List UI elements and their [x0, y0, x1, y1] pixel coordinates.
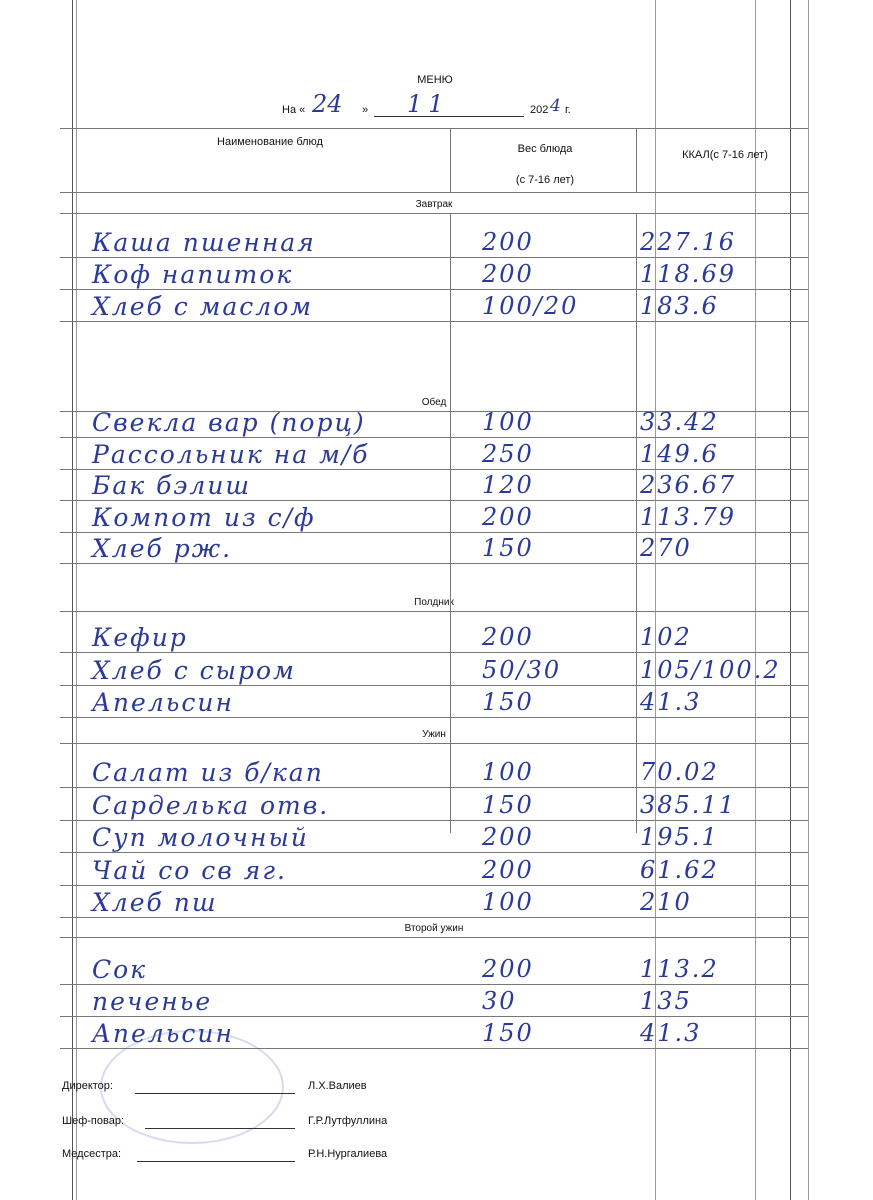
row-rule — [60, 500, 808, 501]
kcal-cell: 118.69 — [640, 260, 736, 288]
menu-row — [0, 688, 873, 718]
kcal-cell: 236.67 — [640, 471, 736, 499]
dish-cell: Хлеб пш — [92, 888, 218, 917]
date-year-prefix: 202 — [530, 104, 549, 116]
row-rule — [60, 917, 808, 918]
weight-cell: 200 — [482, 228, 534, 256]
signature-role: Медсестра: — [62, 1148, 122, 1160]
menu-row — [0, 228, 873, 258]
menu-row — [0, 260, 873, 290]
menu-row — [0, 623, 873, 653]
row-rule — [60, 717, 808, 718]
menu-row — [0, 471, 873, 501]
row-rule — [60, 563, 808, 564]
kcal-cell: 33.42 — [640, 408, 719, 436]
kcal-cell: 105/100.2 — [640, 655, 781, 684]
menu-row — [0, 987, 873, 1017]
dish-cell: Рассольник на м/б — [92, 439, 370, 469]
menu-row — [0, 856, 873, 886]
kcal-cell: 113.2 — [640, 955, 719, 983]
weight-cell: 200 — [482, 260, 534, 288]
weight-cell: 120 — [482, 471, 534, 499]
kcal-cell: 113.79 — [640, 502, 736, 531]
weight-cell: 200 — [482, 823, 534, 851]
dish-cell: Суп молочный — [92, 823, 309, 852]
section-heading: Полдник — [414, 597, 454, 608]
row-rule — [60, 289, 808, 290]
weight-cell: 100/20 — [482, 292, 579, 320]
stamp — [100, 1030, 284, 1144]
date-line — [282, 90, 602, 120]
menu-row — [0, 823, 873, 853]
kcal-cell: 41.3 — [640, 688, 702, 716]
dish-cell: Хлеб с маслом — [92, 292, 313, 321]
weight-cell: 150 — [482, 534, 534, 562]
weight-cell: 100 — [482, 758, 534, 786]
kcal-cell: 195.1 — [640, 823, 719, 851]
menu-row — [0, 292, 873, 322]
row-rule — [60, 532, 808, 533]
table-border — [60, 128, 808, 129]
kcal-cell: 385.11 — [640, 790, 736, 819]
date-suffix: г. — [565, 104, 571, 116]
menu-row — [0, 758, 873, 788]
weight-cell: 100 — [482, 888, 534, 916]
menu-row — [0, 534, 873, 564]
section-heading: Завтрак — [415, 199, 453, 210]
kcal-cell: 270 — [640, 534, 692, 562]
section-divider — [60, 611, 808, 612]
weight-cell: 150 — [482, 1019, 534, 1047]
col-header-dish: Наименование блюд — [217, 136, 323, 148]
menu-row — [0, 440, 873, 470]
dish-cell: Хлеб с сыром — [92, 655, 296, 685]
page-title: МЕНЮ — [417, 74, 453, 86]
table-border — [636, 128, 637, 192]
weight-cell: 200 — [482, 623, 534, 651]
row-rule — [60, 652, 808, 653]
dish-cell: Чай со св яг. — [92, 855, 287, 885]
date-month: 11 — [407, 90, 450, 118]
menu-row — [0, 888, 873, 918]
dish-cell: печенье — [92, 987, 213, 1016]
weight-cell: 150 — [482, 688, 534, 716]
dish-cell: Салат из б/кап — [92, 758, 324, 787]
section-divider — [60, 743, 808, 744]
signature-line — [137, 1161, 295, 1162]
row-rule — [60, 820, 808, 821]
menu-row — [0, 791, 873, 821]
signature-role: Директор: — [62, 1080, 113, 1092]
menu-row — [0, 408, 873, 438]
signature-line — [145, 1128, 295, 1129]
dish-cell: Кефир — [92, 623, 188, 652]
dish-cell: Апельсин — [92, 1019, 234, 1048]
signature-name: Р.Н.Нургалиева — [308, 1148, 388, 1160]
kcal-cell: 41.3 — [640, 1019, 702, 1047]
kcal-cell: 61.62 — [640, 855, 719, 884]
date-year-digit: 4 — [550, 96, 561, 116]
kcal-cell: 149.6 — [640, 439, 719, 468]
table-border — [450, 128, 451, 192]
weight-cell: 100 — [482, 408, 534, 436]
dish-cell: Коф напиток — [92, 260, 294, 289]
col-header-weight: Вес блюда — [517, 143, 573, 155]
date-underline — [374, 116, 524, 117]
dish-cell: Хлеб рж. — [92, 534, 233, 563]
col-header-weight-sub: (с 7-16 лет) — [515, 174, 575, 186]
row-rule — [60, 1016, 808, 1017]
table-border — [60, 192, 808, 193]
row-rule — [60, 321, 808, 322]
weight-cell: 30 — [482, 987, 517, 1015]
menu-row — [0, 656, 873, 686]
signature-line — [135, 1093, 295, 1094]
signature-name: Г.Р.Лутфуллина — [308, 1115, 388, 1127]
column-divider — [636, 213, 637, 833]
weight-cell: 200 — [482, 502, 534, 531]
section-heading: Второй ужин — [404, 923, 464, 934]
weight-cell: 250 — [482, 439, 534, 468]
dish-cell: Сарделька отв. — [92, 790, 330, 820]
menu-row — [0, 503, 873, 533]
row-rule — [60, 257, 808, 258]
weight-cell: 150 — [482, 790, 534, 819]
weight-cell: 200 — [482, 955, 534, 983]
kcal-cell: 70.02 — [640, 758, 719, 786]
kcal-cell: 183.6 — [640, 292, 719, 320]
menu-row — [0, 955, 873, 985]
dish-cell: Апельсин — [92, 688, 234, 717]
dish-cell: Сок — [92, 955, 148, 984]
section-heading: Обед — [421, 397, 447, 408]
date-prefix: На « — [282, 104, 306, 116]
col-header-kcal: ККАЛ(с 7-16 лет) — [682, 149, 768, 161]
row-rule — [60, 984, 808, 985]
dish-cell: Каша пшенная — [92, 228, 316, 257]
date-mid: » — [362, 104, 369, 116]
row-rule — [60, 685, 808, 686]
weight-cell: 50/30 — [482, 655, 562, 684]
signature-name: Л.Х.Валиев — [308, 1080, 367, 1092]
section-divider — [60, 937, 808, 938]
kcal-cell: 102 — [640, 623, 692, 651]
row-rule — [60, 787, 808, 788]
row-rule — [60, 469, 808, 470]
dish-cell: Бак бэлиш — [92, 471, 252, 500]
section-divider — [60, 213, 808, 214]
dish-cell: Свекла вар (порц) — [92, 408, 366, 437]
kcal-cell: 135 — [640, 987, 692, 1015]
row-rule — [60, 437, 808, 438]
signature-role: Шеф-повар: — [62, 1115, 124, 1127]
row-rule — [60, 852, 808, 853]
kcal-cell: 210 — [640, 888, 692, 916]
date-day: 24 — [312, 90, 343, 118]
dish-cell: Компот из с/ф — [92, 502, 316, 532]
row-rule — [60, 885, 808, 886]
column-divider — [450, 213, 451, 833]
weight-cell: 200 — [482, 855, 534, 884]
section-heading: Ужин — [422, 729, 446, 740]
kcal-cell: 227.16 — [640, 228, 736, 256]
